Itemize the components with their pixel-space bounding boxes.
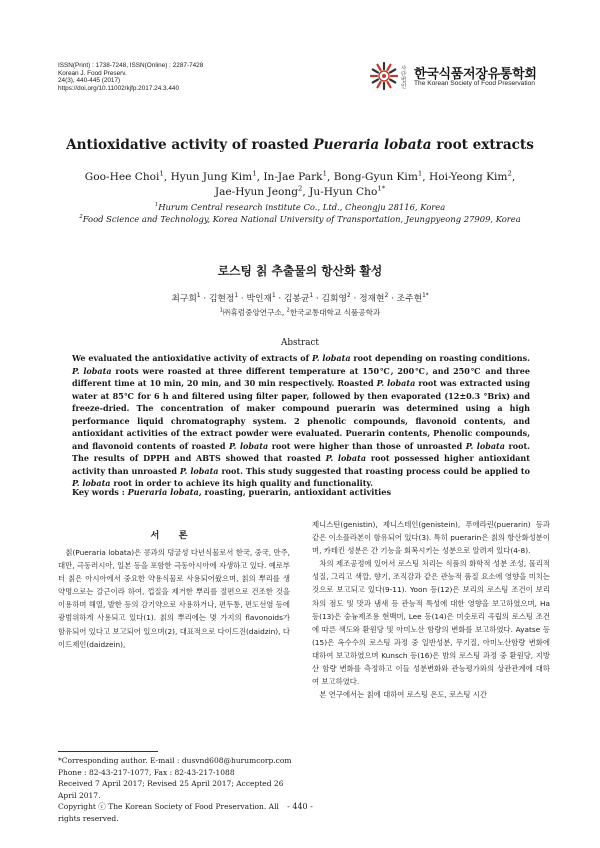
logo-english-name: The Korean Society of Food Preservation [414,80,535,87]
author-name: 정재현 [359,294,385,304]
author-name: 조주현 [396,294,423,304]
abstract-heading: Abstract [281,338,319,348]
journal-header-info [58,62,203,92]
doi-link[interactable]: https://doi.org/10.11002/kjfp.2017.24.3.440 [58,84,180,92]
author-name: In-Jae Park [263,171,323,183]
paragraph: 본 연구에서는 칡에 대하여 로스팅 온도, 로스팅 시간 [319,690,487,700]
page-number: - 440 - [287,802,313,811]
author-name: Hyun Jung Kim [170,171,253,183]
korean-title: 로스팅 칡 추출물의 항산화 활성 [217,264,383,278]
paper-title: Antioxidative activity of roasted Pueraria lobata root extracts [66,137,534,153]
journal-name: Korean J. Food Preserv. [58,69,127,77]
korean-affiliations: $^1$㈜휴럼중앙연구소, $^2$한국교통대학교 식품공학과 [219,307,381,317]
contact-phone: Phone : 82-43-217-1077, Fax : 82-43-217-1088 [58,767,235,777]
author-name: 김현정 [208,294,235,304]
keywords-label: Key words : [72,487,128,497]
affiliation-2: $^2$Food Science and Technology, Korea National University of Transportation, Jeungpyeong 27909, Korea [79,213,521,224]
korean-author-list: 최구희$^1$ · 김현정$^1$ · 박인재$^1$ · 김봉균$^1$ · 김회영$^2$ · 정재현$^2$ · 조주현$^{1*}$ [171,293,429,304]
author-name: Goo-Hee Choi [84,171,160,183]
author-name: 김회영 [321,294,348,304]
issn-line: ISSN(Print) : 1738-7248, ISSN(Online) : 2287-7428 [58,62,204,69]
society-logo [370,62,560,92]
paragraph: 칡(Pueraria lobata)은 콩과의 덩굴성 다년식물로서 한국, 중국, 만주, 대만, 극동러시아, 일본 등을 포함한 극동아시아에 자생하고 있다. 예로부터 칡은 아시아에서 중요한 약용식물로 사용되어왔으며, 칡의 뿌리를 생약명으로는 갈근이라 하여, 껍질을 제거한 뿌리를 절편으로 건조한 것을 이용하며 해열, 발한 등의 감기약으로 사용하거나, 편두통, 편도선염 등에 광범위하게 사용되고 있다(1). 칡의 뿌리에는 몇 가지의 flavonoids가 함유되어 있다고 보고되어 있으며(2), 대표적으로 다이드진(daidzin), 다이드제인(daidzein), [58,548,290,649]
author-name: Ju-Hyun Cho [309,186,378,198]
author-line-2: Jae-Hyun Jeong$^2$, Ju-Hyun Cho$^{1*}$ [214,184,386,198]
section-title-introduction: 서 론 [150,530,196,541]
affiliation-1: $^1$Hurum Central research institute Co., Ltd., Cheongju 28116, Korea [154,202,446,212]
author-name: Hoi-Yeong Kim [428,171,508,183]
keywords: Key words : Pueraria lobata, roasting, puerarin, antioxidant activities [72,487,392,497]
journal-issue: 24(3), 440-445 (2017) [58,77,121,85]
logo-small-text: 사단법인 [401,66,407,90]
paragraph: 제니스틴(genistin), 제니스테인(genistein), 푸에라린(puerarin) 등과 같은 이소플라본이 함유되어 있다(3). 특히 puerarin은 칡의 항산화성분이며, 카테킨 성분은 간 기능을 회복시키는 성분으로 알려져 있다(4-8). [312,520,550,556]
author-list [40,170,560,200]
right-column [312,518,550,701]
title-species: Pueraria lobata [313,137,432,153]
received-dates: Received 7 April 2017; Revised 25 April 2017; Accepted 26 April 2017. [58,779,284,800]
footnote [58,755,294,824]
society-emblem-icon [370,62,398,90]
copyright: Copyright ⓒ The Korean Society of Food Preservation. All rights reserved. [58,802,279,823]
affiliation-list [40,202,560,225]
abstract-body: We evaluated the antioxidative activity of extracts of P. lobata root depending on roasting conditions. P. lobata roots were roasted at three different temperature at 150℃, 200℃, and 250℃ and three different time at 10 min, 20 min, and 30 min respectively. Roasted P. lobata root was extracted using water at 85℃ for 6 h and filtered using filter paper, followed by then evaporated (12±0.3 °Brix) and freeze-dried. The concentration of maker compound puerarin was determined using a high performance liquid chromatography system. 2 phenolic compounds, flavonoid contents, and antioxidant activities of the extract powder were evaluated. Puerarin contents, Phenolic compounds, and flavonoid contents of roasted P. lobata root were higher than those of unroasted P. lobata root. The results of DPPH and ABTS showed that roasted P. lobata root possessed higher antioxidant activity than unroasted P. lobata root. This study suggested that roasting process could be applied to P. lobata root in order to achieve its high quality and functionality. [72,353,531,489]
corresponding-author: *Corresponding author. E-mail : dusvnd608@hurumcorp.com [58,756,292,765]
author-name: 최구희 [171,294,197,304]
paragraph: 차의 제조공정에 있어서 로스팅 처리는 식품의 화학적 성분 조성, 물리적 성질, 그리고 색깔, 향기, 조직감과 같은 관능적 품질 요소에 영향을 미치는 것으로 보고되고 있다(9-11). Yoon 등(12)은 보리의 로스팅 조건이 보리차의 점도 및 맛과 냄새 등 관능적 특성에 대한 영향을 보고하였으며, Ha 등(13)은 숭늉제조용 현백미, Lee 등(14)은 미숫로리 곡립의 로스팅 조건에 따른 색도와 환원당 및 아미노산 함량의 변화를 보고하였다. Ayatse 등(15)은 옥수수의 로스팅 과정 중 일반성분, 무기질, 아미노산함량 변화에 대하여 보고하였으며 Kunsch 등(16)은 밤의 로스팅 과정 중 환원당, 지방산 함량 변화를 측정하고 이들 성분변화와 관능평가와의 상관관계에 대하여 보고하였다. [312,559,550,687]
author-name: Bong-Gyun Kim [333,171,418,183]
logo-korean-name: 한국식품저장유통학회 [414,67,537,82]
author-name: 박인재 [246,294,272,304]
author-name: 김봉균 [284,294,310,304]
left-column [58,546,290,651]
footnote-divider [58,751,158,752]
author-name: Jae-Hyun Jeong [214,186,298,198]
author-line-1: Goo-Hee Choi$^1$, Hyun Jung Kim$^1$, In-Jae Park$^1$, Bong-Gyun Kim$^1$, Hoi-Yeong Kim$^2$, [84,169,516,183]
